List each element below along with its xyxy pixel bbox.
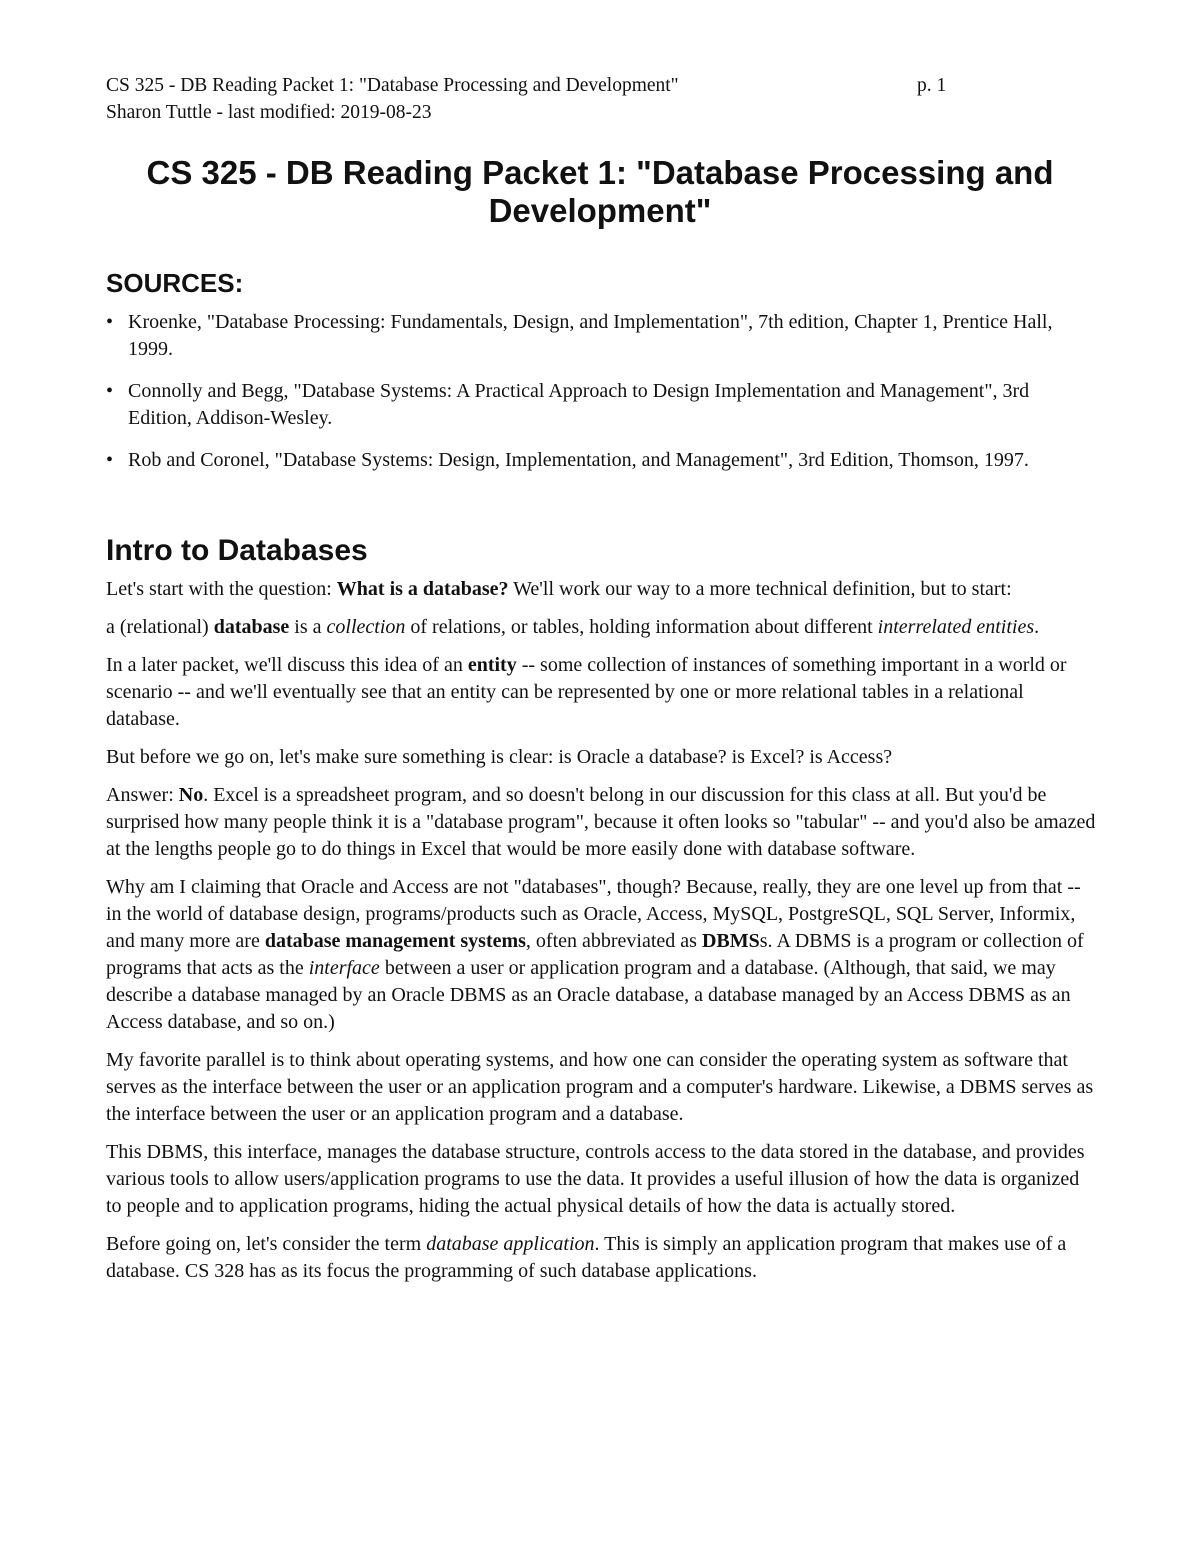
bold-term: entity bbox=[467, 654, 517, 676]
bold-answer: No bbox=[178, 784, 204, 806]
text-run: Before going on, let's consider the term bbox=[106, 1233, 427, 1255]
paragraph bbox=[106, 614, 1098, 641]
paragraph: This DBMS, this interface, manages the database structure, controls access to the data stored in the database, and provides various tools to allow users/application programs to use the data. It provides a useful illusion of how the data is organized to people and to application programs, hiding the actual physical details of how the data is actually stored. bbox=[106, 1141, 1085, 1217]
italic-term: interface bbox=[308, 957, 380, 979]
italic-term: interrelated entities bbox=[877, 616, 1035, 638]
source-item bbox=[106, 447, 1096, 474]
bullet: • bbox=[106, 311, 114, 333]
header-author-line: Sharon Tuttle - last modified: 2019-08-23 bbox=[106, 102, 432, 123]
paragraph: But before we go on, let's make sure something is clear: is Oracle a database? is Excel? is Access? bbox=[106, 746, 893, 768]
header-title-line: CS 325 - DB Reading Packet 1: "Database Processing and Development" bbox=[106, 75, 679, 96]
bullet: • bbox=[106, 449, 114, 471]
text-run: Let's start with the question: bbox=[106, 578, 337, 600]
text-run: -- some collection of instances of something important in a world or scenario -- and we'll eventually see that an entity can be represented by one or more relational tables in a relational database. bbox=[106, 654, 1067, 730]
text-run: . Excel is a spreadsheet program, and so doesn't belong in our discussion for this class at all. But you'd be surprised how many people think it is a "database program", because it often looks so "tabular" -- and you'd also be amazed at the lengths people go to do things in Excel that would be more easily done with database software. bbox=[106, 784, 1096, 860]
text-run: , often abbreviated as bbox=[525, 930, 702, 952]
source-text: Kroenke, "Database Processing: Fundamentals, Design, and Implementation", 7th edition, Chapter 1, Prentice Hall, 1999. bbox=[128, 311, 1053, 360]
source-text: Connolly and Begg, "Database Systems: A Practical Approach to Design Implementation and Management", 3rd Edition, Addison-Wesley. bbox=[128, 380, 1030, 429]
paragraph bbox=[106, 576, 1098, 603]
text-run: In a later packet, we'll discuss this idea of an bbox=[106, 654, 468, 676]
text-run: Why am I claiming that Oracle and Access are not "databases", though? Because, really, they are one level up from that -- in the world of database design, programs/products such as Oracle, Access, MySQL, PostgreSQL, SQL Server, Informix, and many more are bbox=[106, 876, 1081, 952]
text-run: between a user or application program and a database. (Although, that said, we may describe a database managed by an Oracle DBMS as an Oracle database, a database managed by an Access DBMS as an Access database, and so on.) bbox=[106, 957, 1071, 1033]
bold-question: What is a database? bbox=[336, 578, 509, 600]
text-run: Answer: bbox=[106, 784, 179, 806]
text-run: a (relational) bbox=[106, 616, 214, 638]
intro-heading: Intro to Databases bbox=[106, 534, 368, 567]
sources-heading: SOURCES: bbox=[106, 268, 244, 298]
sources-list bbox=[106, 309, 1096, 489]
paragraph: My favorite parallel is to think about operating systems, and how one can consider the operating system as software that serves as the interface between the user or an application program and a computer's hardware. Likewise, a DBMS serves as the interface between the user or an application program and a database. bbox=[106, 1049, 1094, 1125]
bold-term: DBMS bbox=[701, 930, 760, 952]
bullet: • bbox=[106, 380, 114, 402]
bold-term: database management systems bbox=[264, 930, 526, 952]
text-run: is a bbox=[289, 616, 327, 638]
source-text: Rob and Coronel, "Database Systems: Design, Implementation, and Management", 3rd Edition, Thomson, 1997. bbox=[128, 449, 1029, 471]
bold-term: database bbox=[213, 616, 290, 638]
paragraph bbox=[106, 1231, 1098, 1285]
paragraph bbox=[106, 782, 1098, 863]
running-header bbox=[106, 72, 679, 126]
text-run: . This is simply an application program that makes use of a database. CS 328 has as its focus the programming of such database applications. bbox=[106, 1233, 1067, 1282]
paragraph bbox=[106, 874, 1098, 1036]
italic-term: collection bbox=[326, 616, 406, 638]
paragraph bbox=[106, 652, 1098, 733]
text-run: We'll work our way to a more technical definition, but to start: bbox=[508, 578, 1012, 600]
page-number: p. 1 bbox=[917, 75, 947, 96]
text-run: s. A DBMS is a program or collection of programs that acts as the bbox=[106, 930, 1084, 979]
source-item bbox=[106, 309, 1096, 363]
source-item bbox=[106, 378, 1096, 432]
italic-term: database application bbox=[426, 1233, 595, 1255]
document-title: CS 325 - DB Reading Packet 1: "Database Processing and Development" bbox=[146, 154, 1054, 229]
text-run: . bbox=[1034, 616, 1040, 638]
intro-body bbox=[106, 576, 1098, 1296]
text-run: of relations, or tables, holding information about different bbox=[405, 616, 878, 638]
